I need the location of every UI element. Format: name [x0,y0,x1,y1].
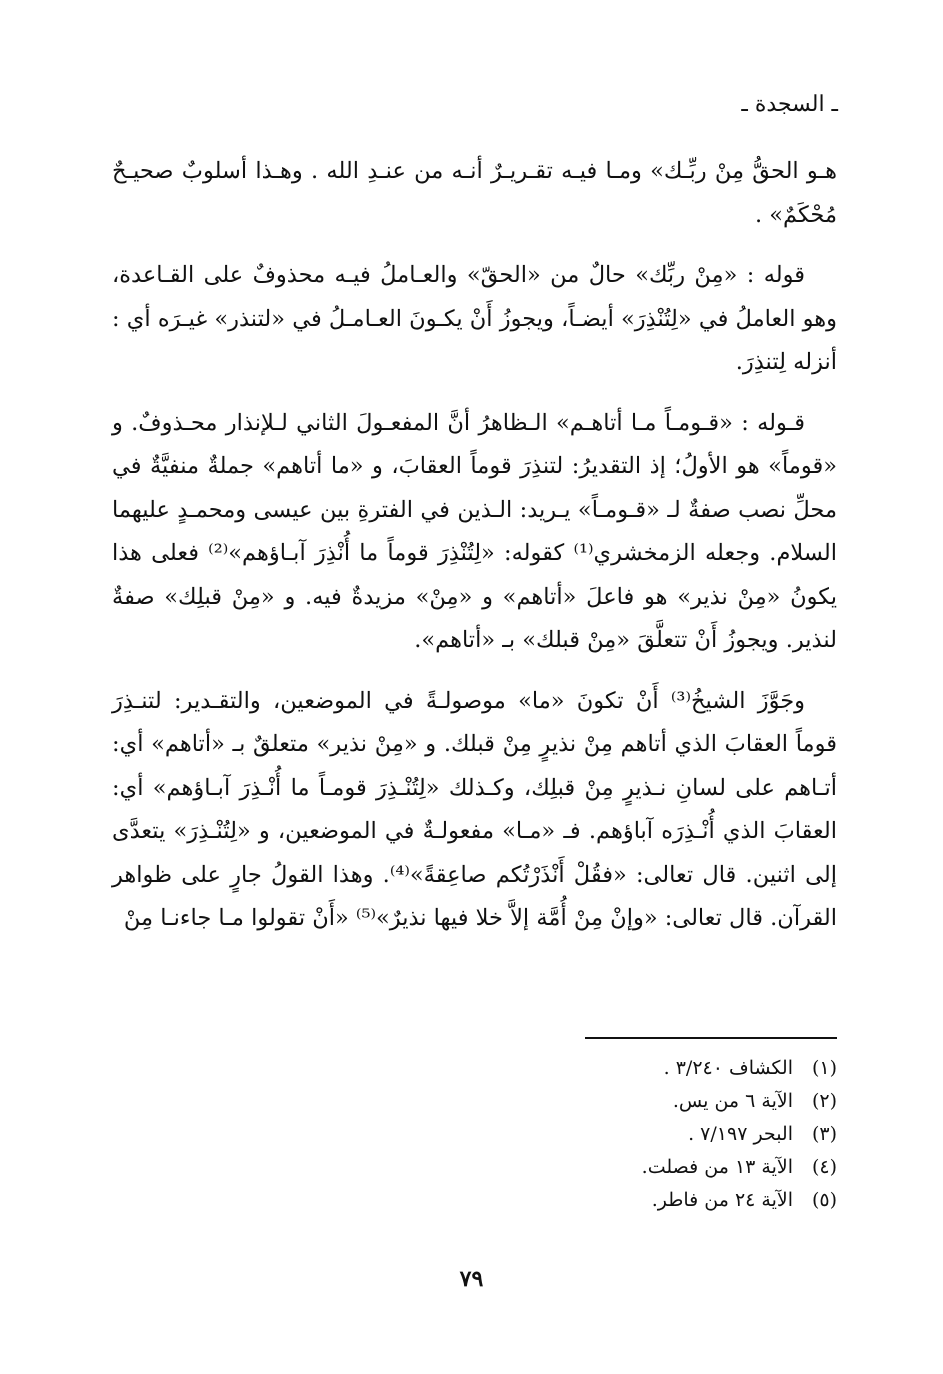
body-text [112,150,837,958]
paragraph: قوله : «مِنْ ربِّك» حالٌ من «الحقّ» والعـاملُ فيـه محذوفٌ على القـاعدة، وهو العاملُ في «لِتُنْذِرَ» أيضـاً، ويجوزُ أَنْ يكـونَ العـامـلُ في «لتنذر» غيـرَه أي : أنزله لِتنذِرَ. [112,262,837,375]
footnote-number: (٤) [811,1156,837,1178]
footnote-text: الآية ١٣ من فصلت. [641,1156,793,1178]
footnote-number: (٣) [811,1123,837,1145]
paragraph: وجَوَّزَ الشيخُ⁽³⁾ أَنْ تكونَ «ما» موصولـةً في الموضعين، والتقـدير: لتنـذِرَ قوماً العقابَ الذي أتاهم مِنْ نذيرٍ مِنْ قبلك. و «مِنْ نذير» متعلقٌ بـ «أتاهم» أي: أتـاهم على لسانِ نـذيرٍ مِنْ قبلِك، وكـذلك «لِتُنْـذِرَ قومـاً ما أُنْـذِرَ آبـاؤهم» أي: العقابَ الذي أُنْـذِرَه آباؤهم. فـ «مـا» مفعولـةٌ في الموضعين، و «لِتُنْـذِرَ» يتعدَّى إلى اثنين. قال تعالى: «فقُلْ أَنْذَرْتُكم صاعِقةً»⁽⁴⁾. وهذا القولُ جارٍ على ظواهر القرآن. قال تعالى: «وإنْ مِنْ أُمَّة إلاَّ خلا فيها نذيرٌ»⁽⁵⁾ «أَنْ تقولوا مـا جاءنـا مِنْ [112,687,837,931]
footnote-divider [585,1037,837,1039]
footnotes [437,1052,837,1217]
footnote [437,1052,837,1085]
footnote [437,1184,837,1217]
paragraph: قـوله : «قـومـاً مـا أتاهـم» الـظاهرُ أنَّ المفعـولَ الثاني لـلإنذار محـذوفٌ. و «قوماً» هو الأولُ؛ إذ التقديرُ: لتنذِرَ قوماً العقابَ، و «ما أتاهم» جملةٌ منفيَّةٌ في محلِّ نصب صفةٌ لـ «قـومـاً» يـريد: الـذين في الفترةِ بين عيسى ومحمـدٍ عليهما السلام. وجعله الزمخشري⁽¹⁾ كقوله: «لِتُنْذِرَ قوماً ما أُنْذِرَ آبـاؤهم»⁽²⁾ فعلى هذا يكونُ «مِنْ نذير» هو فاعلَ «أتاهم» و «مِنْ» مزيدةٌ فيه. و «مِنْ قبلِك» صفةٌ لنذير. ويجوزُ أَنْ تتعلَّقَ «مِنْ قبلك» بـ «أتاهم». [112,409,837,653]
footnote-number: (٢) [811,1090,837,1112]
footnote-text: الآية ٢٤ من فاطر. [651,1189,793,1211]
footnote-text: الكشاف ٣/٢٤٠ . [663,1057,793,1079]
footnote [437,1085,837,1118]
footnote-text: البحر ٧/١٩٧ . [688,1123,793,1145]
footnote-text: الآية ٦ من يس. [672,1090,793,1112]
footnote-number: (٥) [811,1189,837,1211]
running-header: ـ السجدة ـ [741,92,838,117]
paragraph: هـو الحقُّ مِنْ ربِّـك» ومـا فيـه تقـريـرٌ أنـه من عنـدِ الله . وهـذا أسلوبٌ صحيـحٌ مُحْكَمٌ» . [112,158,837,228]
footnote-number: (١) [811,1057,837,1079]
page-number: ٧٩ [459,1266,484,1292]
footnote [437,1118,837,1151]
footnote [437,1151,837,1184]
